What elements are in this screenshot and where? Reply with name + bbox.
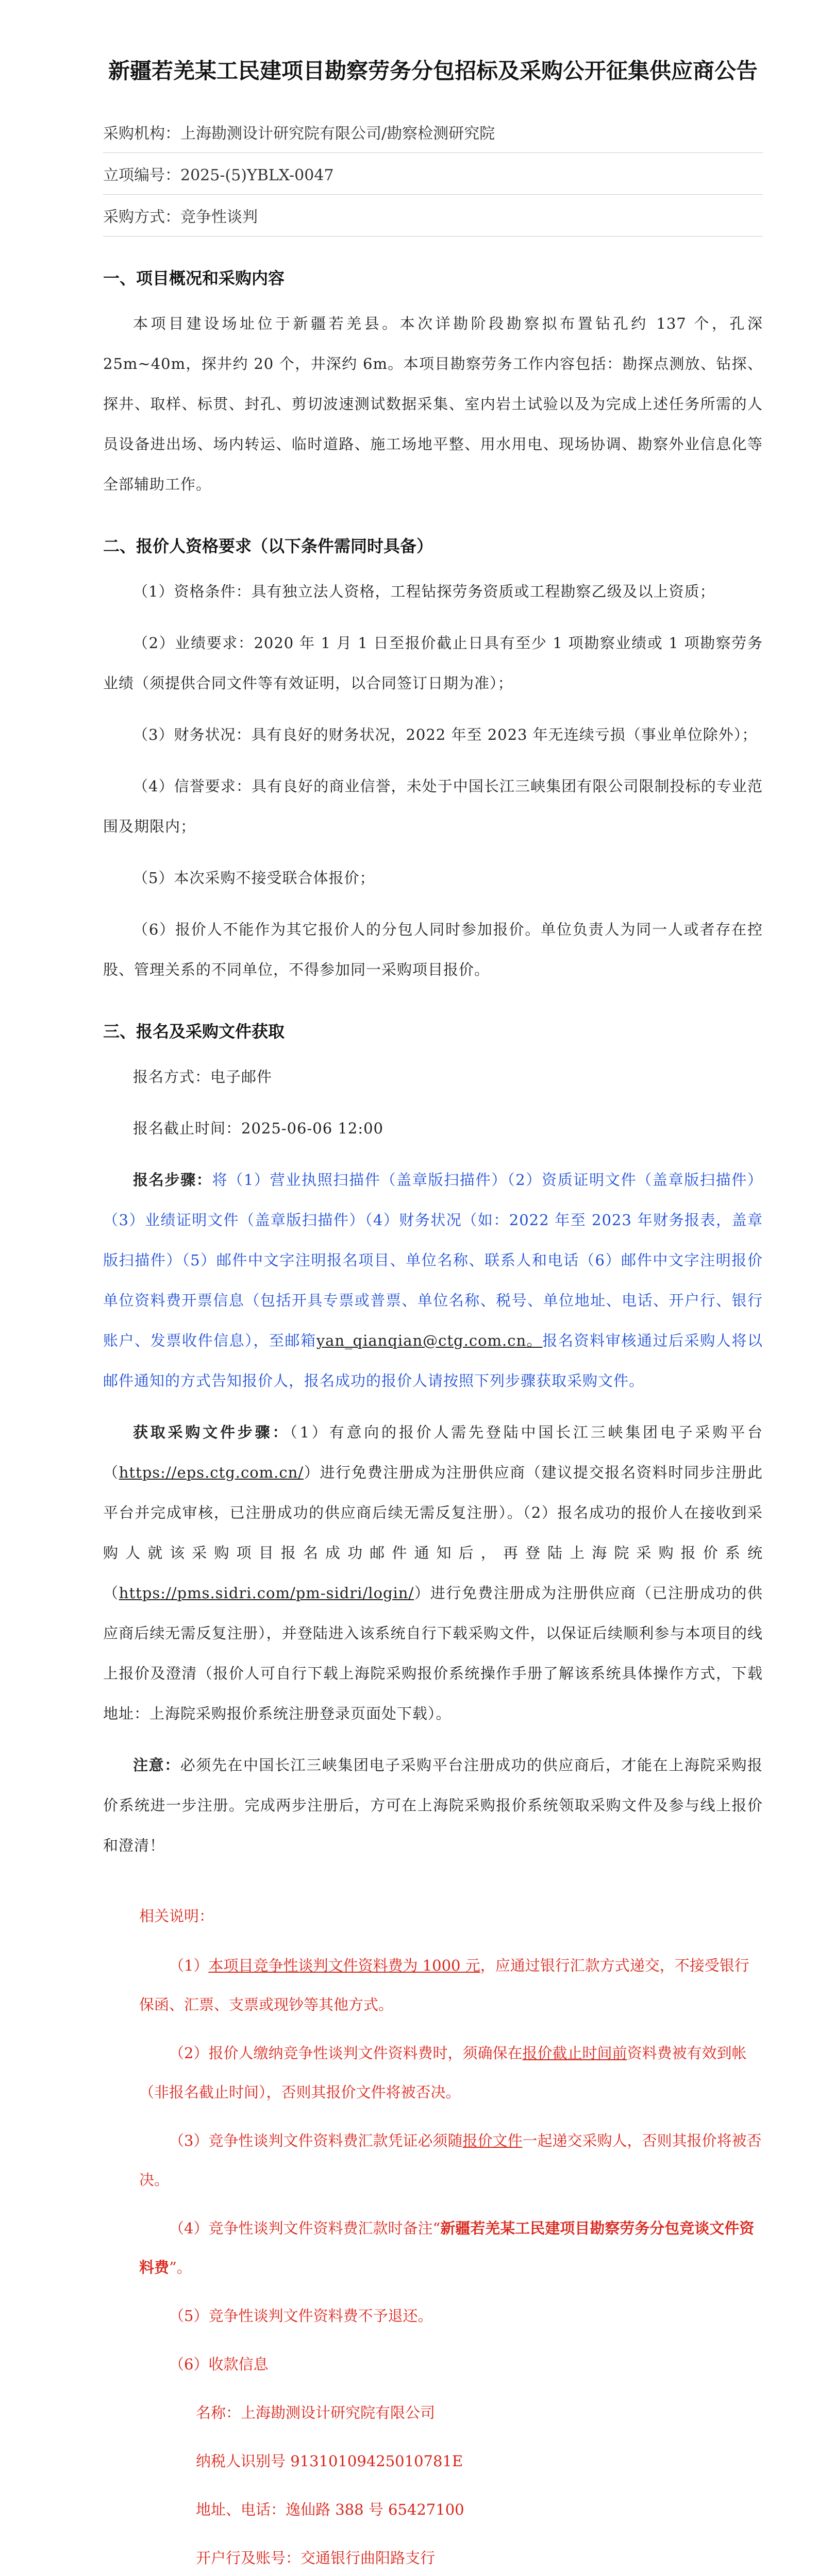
notice-item-3-doc: 报价文件 [462, 2132, 523, 2149]
registration-note [103, 1745, 763, 1866]
pms-link[interactable]: https://pms.sidri.com/pm-sidri/login/ [119, 1584, 414, 1602]
get-label: 获取采购文件步骤： [133, 1423, 290, 1441]
notice-item-1-fee: 本项目竞争性谈判文件资料费为 1000 元 [208, 1957, 480, 1974]
steps-label: 报名步骤： [133, 1171, 212, 1189]
method-line [103, 195, 763, 236]
get-text-2: ）进行免费注册成为注册供应商（建议提交报名资料时同步注册此平台并完成审核，已注册成功的供应商后续无需反复注册）。（2）报名成功的报价人在接收到采购人就该采购项目报名成功邮件通知后，再登陆上海院采购报价系统（ [103, 1464, 763, 1602]
project-no-line [103, 153, 763, 195]
document-steps [103, 1412, 763, 1734]
notice-item [139, 2033, 763, 2112]
notice-heading: 相关说明： [139, 1907, 214, 1925]
payee-tax-id: 纳税人识别号 91310109425010781E [196, 2452, 463, 2470]
section-2-title: 二、报价人资格要求（以下条件需同时具备） [103, 536, 433, 556]
payment-info [139, 2393, 763, 2576]
method-label: 采购方式： [103, 208, 180, 226]
notice-item-1-pre: （1） [169, 1957, 209, 1974]
get-text-3: ）进行免费注册成为注册供应商（已注册成功的供应商后续无需反复注册），并登陆进入该系统自行下载采购文件，以保证后续顺利参与本项目的线上报价及澄清（报价人可自行下载上海院采购报价系统操作手册了解该系统具体操作方式，下载地址：上海院采购报价系统注册登录页面处下载）。 [103, 1584, 763, 1722]
registration-steps [103, 1160, 763, 1401]
get-text-1: （1）有意向的报价人需先登陆中国长江三峡集团电子采购平台（ [103, 1423, 763, 1481]
notice-item [139, 1946, 763, 2024]
note-label: 注意： [133, 1756, 180, 1774]
qualification-item: （3）财务状况：具有良好的财务状况，2022 年至 2023 年无连续亏损（事业单位除外）； [133, 726, 758, 743]
notice-item-2-deadline: 报价截止时间前 [522, 2044, 627, 2062]
steps-text-after: 报名资料审核通过后采购人将以邮件通知的方式告知报价人，报名成功的报价人请按照下列步骤获取采购文件。 [103, 1332, 763, 1389]
notice-item-3-pre: （3）竞争性谈判文件资料费汇款凭证必须随 [169, 2132, 463, 2149]
notice-item [139, 2121, 763, 2199]
notice-item-3-post: 一起递交采购人，否则其报价将被否决。 [139, 2132, 762, 2189]
qualification-item: （2）业绩要求：2020 年 1 月 1 日至报价截止日具有至少 1 项勘察业绩或 1 项勘察劳务业绩（须提供合同文件等有效证明，以合同签订日期为准）； [103, 634, 763, 692]
notice-item-1-post: ，应通过银行汇款方式递交，不接受银行保函、汇票、支票或现钞等其他方式。 [139, 1957, 749, 2013]
purchaser-label: 采购机构： [103, 125, 180, 143]
notice-item-2-post: 资料费被有效到帐（非报名截止时间），否则其报价文件将被否决。 [139, 2044, 747, 2101]
eps-link[interactable]: https://eps.ctg.com.cn/ [119, 1464, 304, 1481]
notice-item-2-pre: （2）报价人缴纳竞争性谈判文件资料费时，须确保在 [169, 2044, 523, 2062]
registration-deadline: 报名截止时间：2025-06-06 12:00 [133, 1120, 383, 1137]
fee-notice [103, 1896, 763, 2576]
project-no-value: 2025-(5)YBLX-0047 [180, 166, 334, 184]
payee-bank: 开户行及账号：交通银行曲阳路支行 [196, 2549, 436, 2567]
registration-email-link[interactable]: yan_qianqian@ctg.com.cn。 [316, 1332, 543, 1349]
note-text: 必须先在中国长江三峡集团电子采购平台注册成功的供应商后，才能在上海院采购报价系统进一步注册。完成两步注册后，方可在上海院采购报价系统领取采购文件及参与线上报价和澄清！ [103, 1756, 763, 1854]
notice-item-4-post: ”。 [169, 2259, 192, 2276]
qualification-item: （6）报价人不能作为其它报价人的分包人同时参加报价。单位负责人为同一人或者存在控股、管理关系的不同单位，不得参加同一采购项目报价。 [103, 921, 763, 978]
section-1-title: 一、项目概况和采购内容 [103, 268, 285, 288]
announcement-page [103, 52, 763, 2576]
qualification-item: （4）信誉要求：具有良好的商业信誉，未处于中国长江三峡集团有限公司限制投标的专业范围及期限内； [103, 777, 763, 835]
method-value: 竞争性谈判 [180, 208, 258, 226]
payee-name: 名称：上海勘测设计研究院有限公司 [196, 2404, 436, 2421]
notice-item-4-pre: （4）竞争性谈判文件资料费汇款时备注“ [169, 2219, 441, 2237]
registration-method: 报名方式：电子邮件 [133, 1068, 273, 1086]
section-3-title: 三、报名及采购文件获取 [103, 1022, 285, 1041]
qualification-item: （5）本次采购不接受联合体报价； [133, 869, 375, 887]
section-1-paragraph: 本项目建设场址位于新疆若羌县。本次详勘阶段勘察拟布置钻孔约 137 个，孔深 25m~40m，探井约 20 个，井深约 6m。本项目勘察劳务工作内容包括：勘探点测放、钻探、探井、取样、标贯、封孔、剪切波速测试数据采集、室内岩土试验以及为完成上述任务所需的人员设备进出场、场内转运、临时道路、施工场地平整、用水用电、现场协调、勘察外业信息化等全部辅助工作。 [103, 315, 763, 493]
purchaser-value: 上海勘测设计研究院有限公司/勘察检测研究院 [180, 125, 495, 143]
purchaser-line [103, 111, 763, 153]
notice-item: （6）收款信息 [169, 2355, 269, 2373]
steps-text: 将（1）营业执照扫描件（盖章版扫描件）（2）资质证明文件（盖章版扫描件）（3）业绩证明文件（盖章版扫描件）（4）财务状况（如：2022 年至 2023 年财务报表，盖章版扫描件）（5）邮件中文字注明报名项目、单位名称、联系人和电话（6）邮件中文字注明报价单位资料费开票信息（包括开具专票或普票、单位名称、税号、单位地址、电话、开户行、银行账户、发票收件信息），至邮箱 [103, 1171, 763, 1349]
page-title: 新疆若羌某工民建项目勘察劳务分包招标及采购公开征集供应商公告 [108, 58, 758, 83]
qualification-item: （1）资格条件：具有独立法人资格，工程钻探劳务资质或工程勘察乙级及以上资质； [133, 583, 715, 600]
notice-item-4-remark: 新疆若羌某工民建项目勘察劳务分包竞谈文件资料费 [139, 2219, 755, 2276]
project-no-label: 立项编号： [103, 166, 180, 184]
payee-address: 地址、电话：逸仙路 388 号 65427100 [196, 2501, 464, 2518]
notice-item: （5）竞争性谈判文件资料费不予退还。 [169, 2307, 433, 2325]
notice-item [139, 2209, 763, 2287]
